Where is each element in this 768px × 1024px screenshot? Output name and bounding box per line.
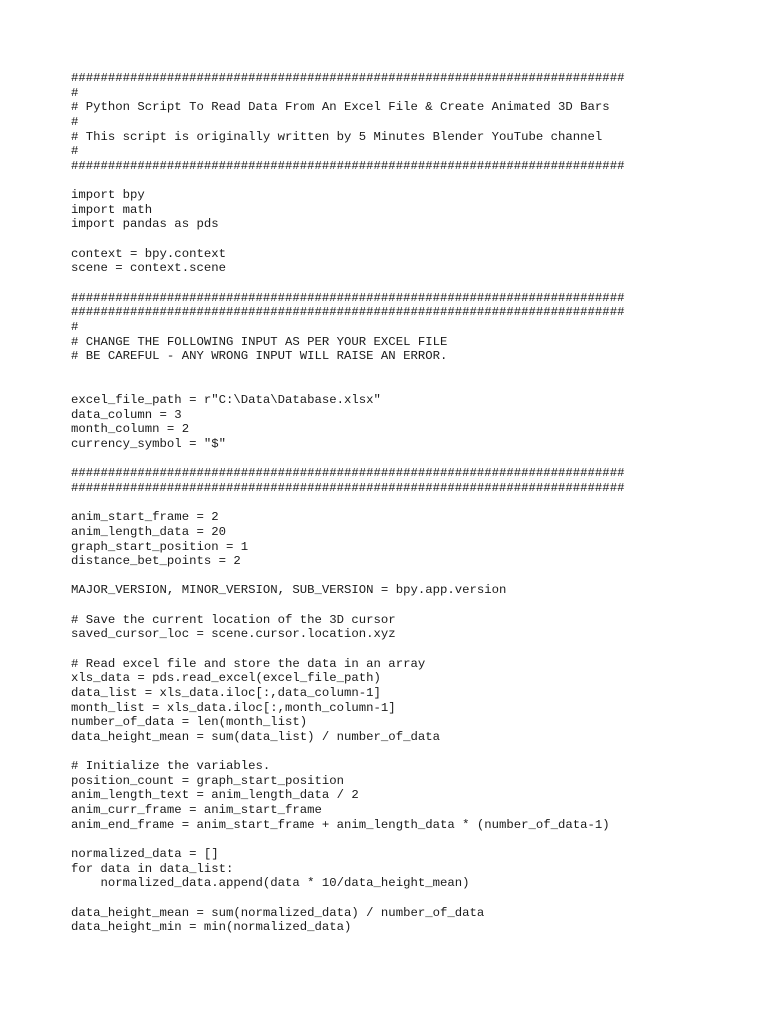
code-listing: [71, 71, 624, 935]
code-line: import math: [71, 202, 153, 217]
code-line: anim_length_data = 20: [71, 524, 226, 539]
code-line: data_column = 3: [71, 407, 182, 422]
code-line: data_height_min = min(normalized_data): [71, 920, 352, 935]
code-line: [71, 744, 624, 759]
code-line: position_count = graph_start_position: [71, 773, 345, 788]
code-line: MAJOR_VERSION, MINOR_VERSION, SUB_VERSION = bpy.app.version: [71, 583, 507, 598]
code-line: data_height_mean = sum(normalized_data) / number_of_data: [71, 905, 485, 920]
code-line: excel_file_path = r"C:\Data\Database.xlsx": [71, 393, 381, 408]
code-line: currency_symbol = "$": [71, 437, 226, 452]
code-line: ###########################################################################: [71, 305, 625, 320]
code-line: scene = context.scene: [71, 261, 226, 276]
code-line: xls_data = pds.read_excel(excel_file_path): [71, 671, 381, 686]
code-line: #: [71, 85, 79, 100]
code-line: normalized_data = []: [71, 846, 219, 861]
code-line: data_list = xls_data.iloc[:,data_column-1]: [71, 685, 381, 700]
code-line: anim_end_frame = anim_start_frame + anim_length_data * (number_of_data-1): [71, 817, 610, 832]
code-line: [71, 276, 624, 291]
code-line: [71, 452, 624, 467]
code-line: anim_start_frame = 2: [71, 510, 219, 525]
code-line: number_of_data = len(month_list): [71, 715, 308, 730]
code-line: ###########################################################################: [71, 290, 625, 305]
code-line: # Python Script To Read Data From An Excel File & Create Animated 3D Bars: [71, 100, 610, 115]
code-line: saved_cursor_loc = scene.cursor.location.xyz: [71, 627, 396, 642]
code-line: month_column = 2: [71, 422, 190, 437]
code-line: [71, 496, 624, 511]
code-line: normalized_data.append(data * 10/data_height_mean): [71, 876, 470, 891]
code-line: for data in data_list:: [71, 861, 234, 876]
code-line: [71, 173, 624, 188]
code-line: import bpy: [71, 188, 145, 203]
code-line: ###########################################################################: [71, 158, 625, 173]
code-line: anim_length_text = anim_length_data / 2: [71, 788, 359, 803]
code-line: [71, 598, 624, 613]
code-line: context = bpy.context: [71, 246, 226, 261]
code-line: [71, 232, 624, 247]
code-line: ###########################################################################: [71, 71, 625, 85]
code-line: ###########################################################################: [71, 480, 625, 495]
code-line: graph_start_position = 1: [71, 539, 249, 554]
code-line: # Read excel file and store the data in an array: [71, 656, 426, 671]
code-line: [71, 378, 624, 393]
code-line: ###########################################################################: [71, 466, 625, 481]
code-line: # BE CAREFUL - ANY WRONG INPUT WILL RAISE AN ERROR.: [71, 349, 448, 364]
code-line: [71, 364, 624, 379]
code-line: #: [71, 144, 79, 159]
code-line: # This script is originally written by 5 Minutes Blender YouTube channel: [71, 129, 603, 144]
code-line: distance_bet_points = 2: [71, 554, 241, 569]
code-line: #: [71, 319, 79, 334]
code-line: #: [71, 114, 79, 129]
code-line: data_height_mean = sum(data_list) / number_of_data: [71, 729, 440, 744]
code-line: [71, 891, 624, 906]
code-line: # Save the current location of the 3D cursor: [71, 612, 396, 627]
code-line: anim_curr_frame = anim_start_frame: [71, 803, 322, 818]
code-line: import pandas as pds: [71, 217, 219, 232]
code-line: [71, 832, 624, 847]
code-line: [71, 569, 624, 584]
code-line: [71, 642, 624, 657]
code-line: # Initialize the variables.: [71, 759, 271, 774]
code-line: # CHANGE THE FOLLOWING INPUT AS PER YOUR EXCEL FILE: [71, 334, 448, 349]
code-line: month_list = xls_data.iloc[:,month_column-1]: [71, 700, 396, 715]
